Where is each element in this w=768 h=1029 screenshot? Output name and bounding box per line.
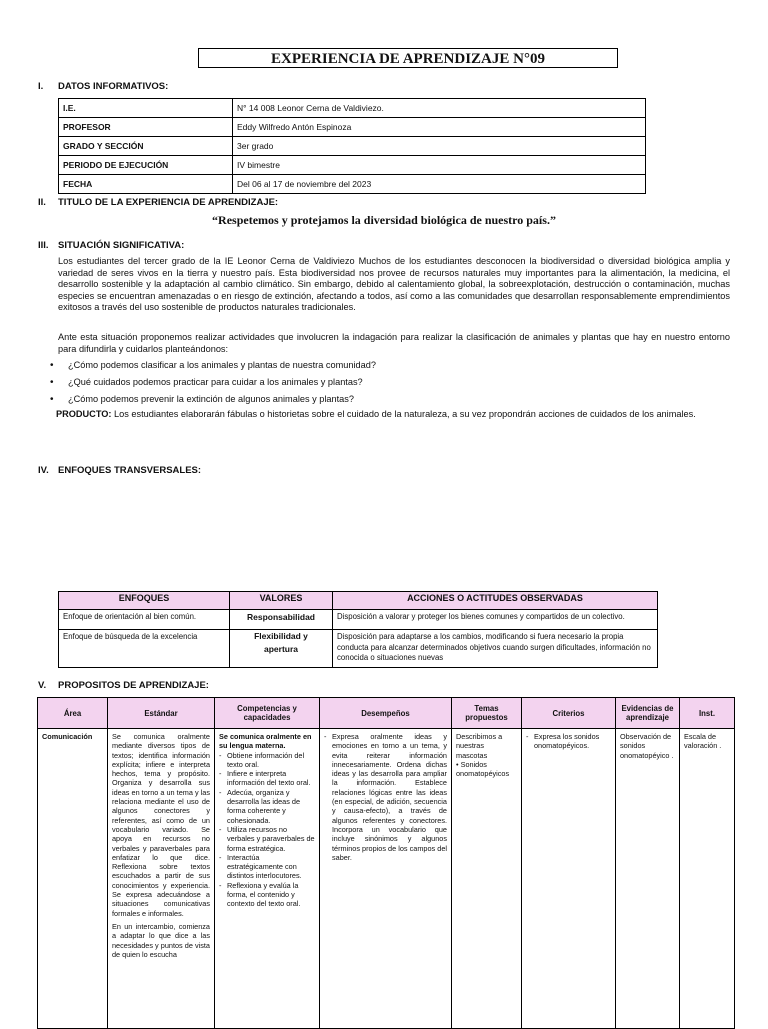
table-row [59, 610, 658, 630]
list-item [50, 394, 354, 405]
desempeno-list [324, 732, 447, 862]
column-header: Evidencias de aprendizaje [616, 698, 680, 729]
section-label: SITUACIÓN SIGNIFICATIVA: [58, 240, 185, 251]
info-key: GRADO Y SECCIÓN [59, 137, 233, 156]
info-value: Del 06 al 17 de noviembre del 2023 [233, 175, 646, 194]
column-header: Temas propuestos [452, 698, 522, 729]
estandar-cell [108, 729, 215, 1029]
question-text: ¿Qué cuidados podemos practicar para cuidar a los animales y plantas? [68, 377, 363, 387]
section-label: TITULO DE LA EXPERIENCIA DE APRENDIZAJE: [58, 197, 279, 208]
section-number: IV. [38, 465, 49, 476]
table-row [59, 156, 646, 175]
situacion-paragraph-1: Los estudiantes del tercer grado de la IE Leonor Cerna de Valdiviezo Muchos de los estudiantes desconocen la biodiversidad o diversidad biológica amplia y variedad de seres vivos en la tierra y nuestro país. Esta biodiversidad nos provee de recursos naturales muy importantes para la alimentación, la medicina, el desarrollo sostenible y la adaptación al cambio climático. Sin embargo, debido al calentamiento global, la sobreexplotación, destrucción o contaminación, muchas especies se encuentran amenazadas o en riesgo de extinción, afectando a todos, así como a las comunidades que desarrollan responsablemente emprendimientos exitosos a través del uso sostenible de productos naturales tradicionales. [58, 256, 730, 313]
producto-paragraph [56, 408, 728, 421]
column-header: Competencias y capacidades [215, 698, 320, 729]
enfoque-cell: Enfoque de orientación al bien común. [59, 610, 230, 630]
bullet-icon: • [50, 394, 54, 405]
desempeno-cell [320, 729, 452, 1029]
bullet-icon: • [50, 360, 54, 371]
list-item [50, 360, 376, 371]
info-key: PERIODO DE EJECUCIÓN [59, 156, 233, 175]
valor-cell: Flexibilidad y apertura [230, 630, 333, 668]
evidencias-cell: Observación de sonidos onomatopéyico . [616, 729, 680, 1029]
estandar-text: En un intercambio, comienza a adaptar lo que dice a las necesidades y puntos de vista de quien lo escucha [112, 921, 210, 959]
question-text: ¿Cómo podemos prevenir la extinción de algunos animales y plantas? [68, 394, 354, 404]
criterios-list [526, 732, 611, 751]
list-item: - Reflexiona y evalúa la forma, el contenido y contexto del texto oral. [219, 881, 315, 909]
section-heading-situacion [38, 240, 184, 251]
estandar-text: Se comunica oralmente mediante diversos tipos de textos; identifica información explícita; infiere e interpreta hechos, tema y propósito. Organiza y desarrolla sus ideas en torno a un tema y las relaciona mediante el uso de algunos conectores y referentes, así como de un vocabulario variado. Se apoya en recursos no verbales y paraverbales para enfatizar lo que dice. Reflexiona sobre textos escuchados a partir de sus conocimientos y experiencia. Se expresa adecuándose a situaciones comunicativas formales e informales. [112, 732, 210, 918]
list-item: - Utiliza recursos no verbales y paraverbales de forma estratégica. [219, 825, 315, 853]
column-header: Estándar [108, 698, 215, 729]
competencia-cell [215, 729, 320, 1029]
criterios-cell [522, 729, 616, 1029]
list-item: - Adecúa, organiza y desarrolla las ideas de forma coherente y cohesionada. [219, 788, 315, 825]
table-row [59, 137, 646, 156]
table-row [59, 630, 658, 668]
list-item: - Infiere e interpreta información del texto oral. [219, 769, 315, 788]
section-label: DATOS INFORMATIVOS: [58, 81, 169, 92]
list-item: - Obtiene información del texto oral. [219, 751, 315, 770]
column-header: VALORES [230, 592, 333, 610]
enfoque-cell: Enfoque de búsqueda de la excelencia [59, 630, 230, 668]
section-heading-propositos [38, 680, 209, 691]
section-heading-datos [38, 81, 168, 92]
temas-cell [452, 729, 522, 1029]
producto-label: PRODUCTO: [56, 409, 112, 419]
table-row [59, 118, 646, 137]
table-row [59, 99, 646, 118]
list-item: - Expresa oralmente ideas y emociones en torno a un tema, y evita reiterar información innecesariamente. Ordena dichas ideas y las desarrolla para ampliar la información. Establece relaciones lógicas entre las ideas (en especial, de adición, secuencia y causa-efecto), a través de algunos referentes y conectores. Incorpora un vocabulario que incluye sinónimos y algunos términos propios de los campos del saber. [324, 732, 447, 862]
section-label: PROPOSITOS DE APRENDIZAJE: [58, 680, 209, 691]
tema-text: • Sonidos onomatopéyicos [456, 759, 510, 779]
area-cell: Comunicación [38, 729, 108, 1029]
bullet-icon: • [50, 377, 54, 388]
column-header: Inst. [680, 698, 735, 729]
column-header: Área [38, 698, 108, 729]
list-item: - Interactúa estratégicamente con distintos interlocutores. [219, 853, 315, 881]
accion-cell: Disposición a valorar y proteger los bienes comunes y compartidos de un colectivo. [333, 610, 658, 630]
info-key: FECHA [59, 175, 233, 194]
competencia-title: Se comunica oralmente en su lengua materna. [219, 732, 312, 751]
info-key: I.E. [59, 99, 233, 118]
accion-cell: Disposición para adaptarse a los cambios, modificando si fuera necesario la propia conducta para alcanzar determinados objetivos cuando surgen dificultades, información no conocida o situaciones nuevas [333, 630, 658, 668]
info-key: PROFESOR [59, 118, 233, 137]
experience-title: “Respetemos y protejamos la diversidad biológica de nuestro país.” [212, 213, 556, 227]
table-header-row [59, 592, 658, 610]
column-header: ENFOQUES [59, 592, 230, 610]
table-row [59, 175, 646, 194]
section-number: III. [38, 240, 49, 251]
enfoques-table [58, 591, 658, 668]
section-number: II. [38, 197, 46, 208]
table-header-row [38, 698, 735, 729]
list-item: - Expresa los sonidos onomatopéyicos. [526, 732, 611, 751]
section-number: V. [38, 680, 47, 691]
propositos-table [37, 697, 735, 1029]
question-text: ¿Cómo podemos clasificar a los animales y plantas de nuestra comunidad? [68, 360, 376, 370]
column-header: ACCIONES O ACTITUDES OBSERVADAS [333, 592, 658, 610]
section-heading-enfoques [38, 465, 201, 476]
info-value: N° 14 008 Leonor Cerna de Valdiviezo. [233, 99, 646, 118]
section-heading-titulo [38, 197, 278, 208]
table-row [38, 729, 735, 1029]
page-title: EXPERIENCIA DE APRENDIZAJE N°09 [198, 48, 618, 68]
valor-cell: Responsabilidad [230, 610, 333, 630]
section-number: I. [38, 81, 44, 92]
column-header: Desempeños [320, 698, 452, 729]
inst-cell: Escala de valoración . [680, 729, 735, 1029]
column-header: Criterios [522, 698, 616, 729]
info-value: Eddy Wilfredo Antón Espinoza [233, 118, 646, 137]
capacidades-list [219, 751, 315, 909]
tema-text: Describimos a nuestras mascotas [456, 732, 503, 760]
info-value: 3er grado [233, 137, 646, 156]
producto-text: Los estudiantes elaborarán fábulas o historietas sobre el cuidado de la naturaleza, a su vez propondrán acciones de cuidados de los animales. [111, 409, 696, 419]
list-item [50, 377, 363, 388]
section-label: ENFOQUES TRANSVERSALES: [58, 465, 202, 476]
info-table [58, 98, 646, 194]
situacion-paragraph-2: Ante esta situación proponemos realizar actividades que involucren la indagación para realizar la clasificación de animales y plantas que hay en nuestro entorno para difundirla y cuidarlos planteándonos: [58, 332, 730, 354]
info-value: IV bimestre [233, 156, 646, 175]
